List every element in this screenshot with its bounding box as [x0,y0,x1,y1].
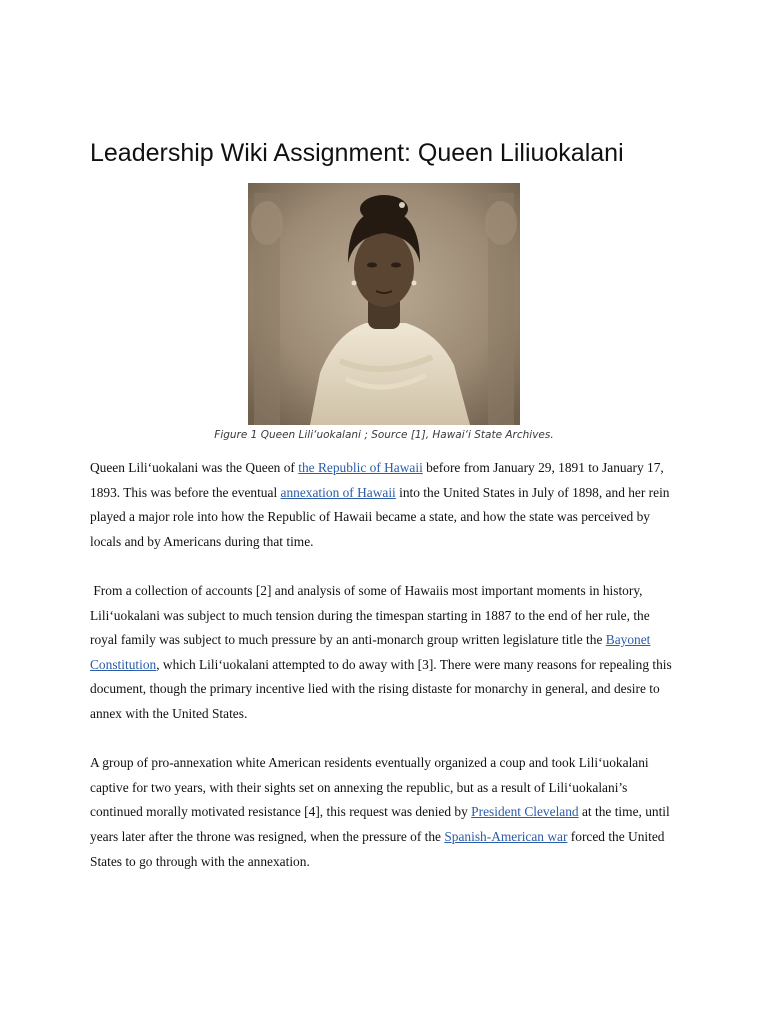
page-title: Leadership Wiki Assignment: Queen Liliuokalani [90,139,624,167]
document-body [90,456,680,899]
figure-caption: Figure 1 Queen Lili‘uokalani ; Source [1], Hawai‘i State Archives. [214,429,554,441]
paragraph-text: , which Lili‘uokalani attempted to do away with [3]. There were many reasons for repealing this document, though the primary incentive lied with the rising distaste for monarchy in general, and desire to annex with the United States. [90,656,672,721]
paragraph-text: Queen Lili‘uokalani was the Queen of [90,460,299,475]
paragraph-3 [90,751,680,874]
paragraph-2 [90,579,680,727]
paragraph-text: at the time, until years later after the throne was resigned, when the pressure of the [90,804,670,844]
paragraph-1 [90,456,680,554]
paragraph-text: before from January 29, 1891 to January 17, 1893. This was before the eventual [90,460,664,500]
paragraph-text: A group of pro-annexation white American residents eventually organized a coup and took Lili‘uokalani captive for two years, with their sights set on annexing the republic, but as a result of Lili‘uokalani’s continued morally motivated resistance [4], this request was denied by [90,755,649,820]
link-spanish-american-war[interactable]: Spanish-American war [444,828,568,844]
link-annexation-of-hawaii[interactable]: annexation of Hawaii [280,484,396,500]
paragraph-text: forced the United States to go through with the annexation. [90,828,665,869]
link-president-cleveland[interactable]: President Cleveland [471,804,579,820]
link-republic-of-hawaii[interactable]: the Republic of Hawaii [298,460,423,475]
paragraph-text: From a collection of accounts [2] and analysis of some of Hawaiis most important moments in history, Lili‘uokalani was subject to much tension during the timespan starting in 1887 to the end of her rule, the royal family was subject to much pressure by an anti-monarch group written legislature title the [90,582,650,648]
link-bayonet-constitution[interactable]: Bayonet Constitution [90,632,651,672]
paragraph-text: into the United States in July of 1898, and her rein played a major role into how the Republic of Hawaii became a state, and how the state was perceived by locals and by Americans during that time. [90,484,670,549]
queen-portrait-photo [248,183,520,425]
